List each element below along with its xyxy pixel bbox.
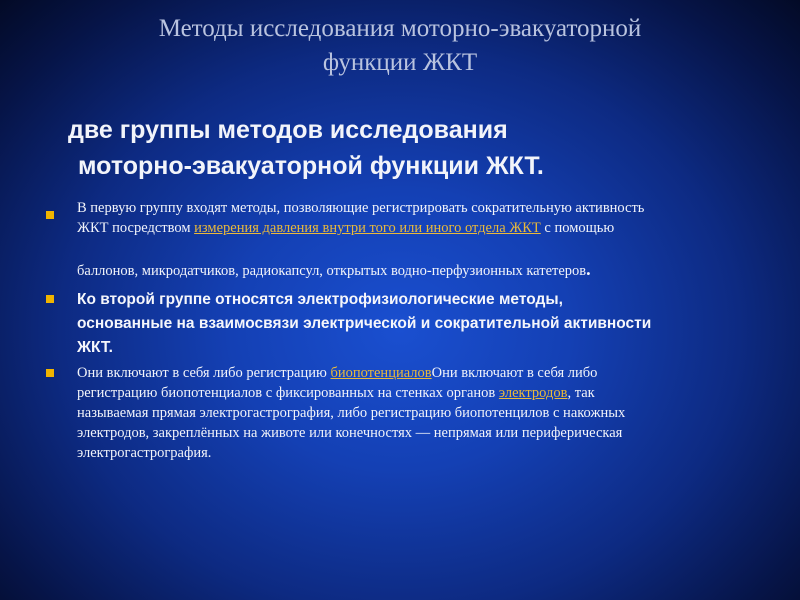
slide-title [60, 12, 740, 80]
subtitle-line-1: две группы методов исследования [68, 116, 508, 144]
bullet-2-line-1: Ко второй группе относятся электрофизиологические методы, [77, 291, 563, 308]
bullet-text-3 [77, 363, 757, 463]
bullet-text-1 [77, 198, 757, 281]
bullet-3-line-3: называемая прямая электрогастрография, либо регистрацию биопотенцилов с накожных [77, 405, 626, 421]
bullet-2-line-2: основанные на взаимосвязи электрической и сократительной активности [77, 315, 652, 332]
bullet-text-2 [77, 288, 767, 360]
biopotentials-link[interactable]: биопотенциалов [330, 365, 432, 381]
bullet-marker-2 [46, 295, 54, 303]
bullet-marker-3 [46, 369, 54, 377]
slide-title-line-2: функции ЖКТ [322, 49, 478, 76]
bullet-3-line-4: электродов, закреплённых на животе или конечностях — непрямая или периферическая [77, 425, 623, 441]
bullet-3-line-5: электрогастрография. [77, 445, 212, 461]
bullet-3-line-2: регистрацию биопотенциалов с фиксированных на стенках органов электродов, так [77, 385, 595, 401]
bullet-1-line-3: баллонов, микродатчиков, радиокапсул, открытых водно-перфузионных катетеров. [77, 259, 591, 279]
bullet-2-line-3: ЖКТ. [77, 339, 113, 356]
bullet-1-line-2: ЖКТ посредством измерения давления внутри того или иного отдела ЖКТ с помощью [77, 220, 615, 236]
bullet-1-line-1: В первую группу входят методы, позволяющие регистрировать сократительную активность [77, 200, 645, 216]
bullet-marker-1 [46, 211, 54, 219]
slide-subtitle [60, 112, 740, 184]
pressure-measurement-link[interactable]: измерения давления внутри того или иного отдела ЖКТ [194, 220, 541, 236]
slide-title-line-1: Методы исследования моторно-эвакуаторной [158, 15, 642, 42]
subtitle-line-2: моторно-эвакуаторной функции ЖКТ. [78, 152, 544, 180]
electrodes-link[interactable]: электродов [498, 385, 568, 401]
bullet-3-line-1: Они включают в себя либо регистрацию биопотенциаловОни включают в себя либо [77, 365, 598, 381]
